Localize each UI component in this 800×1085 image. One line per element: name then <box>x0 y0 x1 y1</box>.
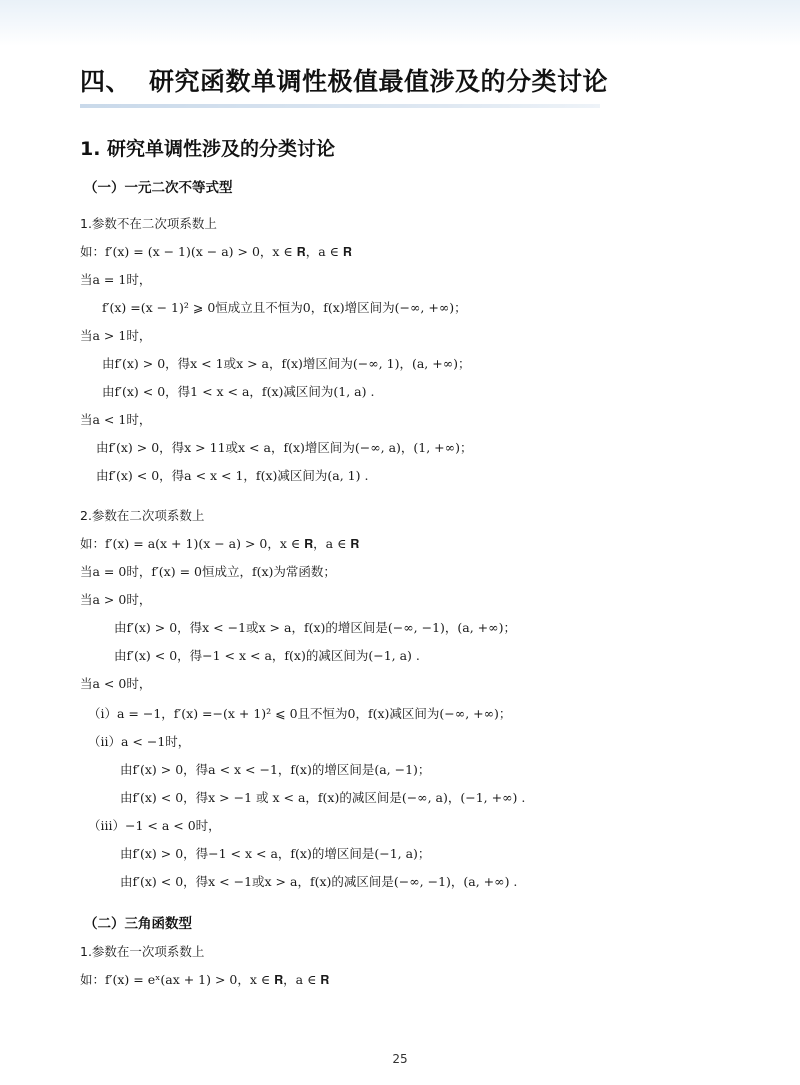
case-line: （ⅲ）−1 < a < 0时， <box>88 818 221 833</box>
case-line: 由f′(x) < 0，得1 < x < a，f(x)减区间为(1, a) . <box>102 384 375 399</box>
case-line: 由f′(x) > 0，得x < 1或x > a，f(x)增区间为(−∞, 1)，(a, +∞)； <box>102 356 471 371</box>
case-line: 由f′(x) > 0，得−1 < x < a，f(x)的增区间是(−1, a)； <box>120 846 431 861</box>
case-line: （ⅱ）a < −1时， <box>88 734 191 749</box>
case-line: 当a < 0时， <box>80 676 152 691</box>
chapter-title-text: 研究函数单调性极值最值涉及的分类讨论 <box>149 67 609 96</box>
case-line: 由f′(x) > 0，得x < −1或x > a，f(x)的增区间是(−∞, −1)，(a, +∞)； <box>114 620 516 635</box>
case-line: f′(x) =(x − 1)² ⩾ 0恒成立且不恒为0，f(x)增区间为(−∞, +∞)； <box>102 300 467 315</box>
example-line: 如：f′(x) = a(x + 1)(x − a) > 0，x ∈ 𝐑，a ∈ 𝐑 <box>80 536 360 551</box>
case-line: 当a = 1时， <box>80 272 152 287</box>
case-line: 当a = 0时，f′(x) = 0恒成立，f(x)为常函数； <box>80 564 336 579</box>
case-line: 当a > 0时， <box>80 592 152 607</box>
subsection-heading-trig: （二）三角函数型 <box>84 916 192 932</box>
case-line: 当a < 1时， <box>80 412 152 427</box>
case-heading: 2.参数在二次项系数上 <box>80 508 205 523</box>
chapter-number: 四、 <box>80 67 132 96</box>
case-line: （ⅰ）a = −1，f′(x) =−(x + 1)² ⩽ 0且不恒为0，f(x)减区间为(−∞, +∞)； <box>88 706 512 721</box>
title-underline <box>80 104 600 108</box>
example-line: 如：f′(x) = eˣ(ax + 1) > 0，x ∈ 𝐑，a ∈ 𝐑 <box>80 972 330 987</box>
header-band <box>0 0 800 46</box>
case-line: 由f′(x) < 0，得x > −1 或 x < a，f(x)的减区间是(−∞, a)，(−1, +∞) . <box>120 790 526 805</box>
case-heading: 1.参数在一次项系数上 <box>80 944 205 959</box>
chapter-title <box>80 62 608 98</box>
subsection-heading-quadratic: （一）一元二次不等式型 <box>84 180 233 196</box>
case-line: 由f′(x) < 0，得a < x < 1，f(x)减区间为(a, 1) . <box>96 468 369 483</box>
case-line: 由f′(x) > 0，得x > 11或x < a，f(x)增区间为(−∞, a)，(1, +∞)； <box>96 440 473 455</box>
case-line: 当a > 1时， <box>80 328 152 343</box>
case-heading: 1.参数不在二次项系数上 <box>80 216 217 231</box>
case-line: 由f′(x) < 0，得−1 < x < a，f(x)的减区间为(−1, a) . <box>114 648 420 663</box>
example-line: 如：f′(x) = (x − 1)(x − a) > 0，x ∈ 𝐑，a ∈ 𝐑 <box>80 244 352 259</box>
case-line: 由f′(x) < 0，得x < −1或x > a，f(x)的减区间是(−∞, −1)，(a, +∞) . <box>120 874 518 889</box>
section-title: 1. 研究单调性涉及的分类讨论 <box>80 138 336 160</box>
case-line: 由f′(x) > 0，得a < x < −1，f(x)的增区间是(a, −1)； <box>120 762 431 777</box>
page-number: 25 <box>392 1052 408 1066</box>
